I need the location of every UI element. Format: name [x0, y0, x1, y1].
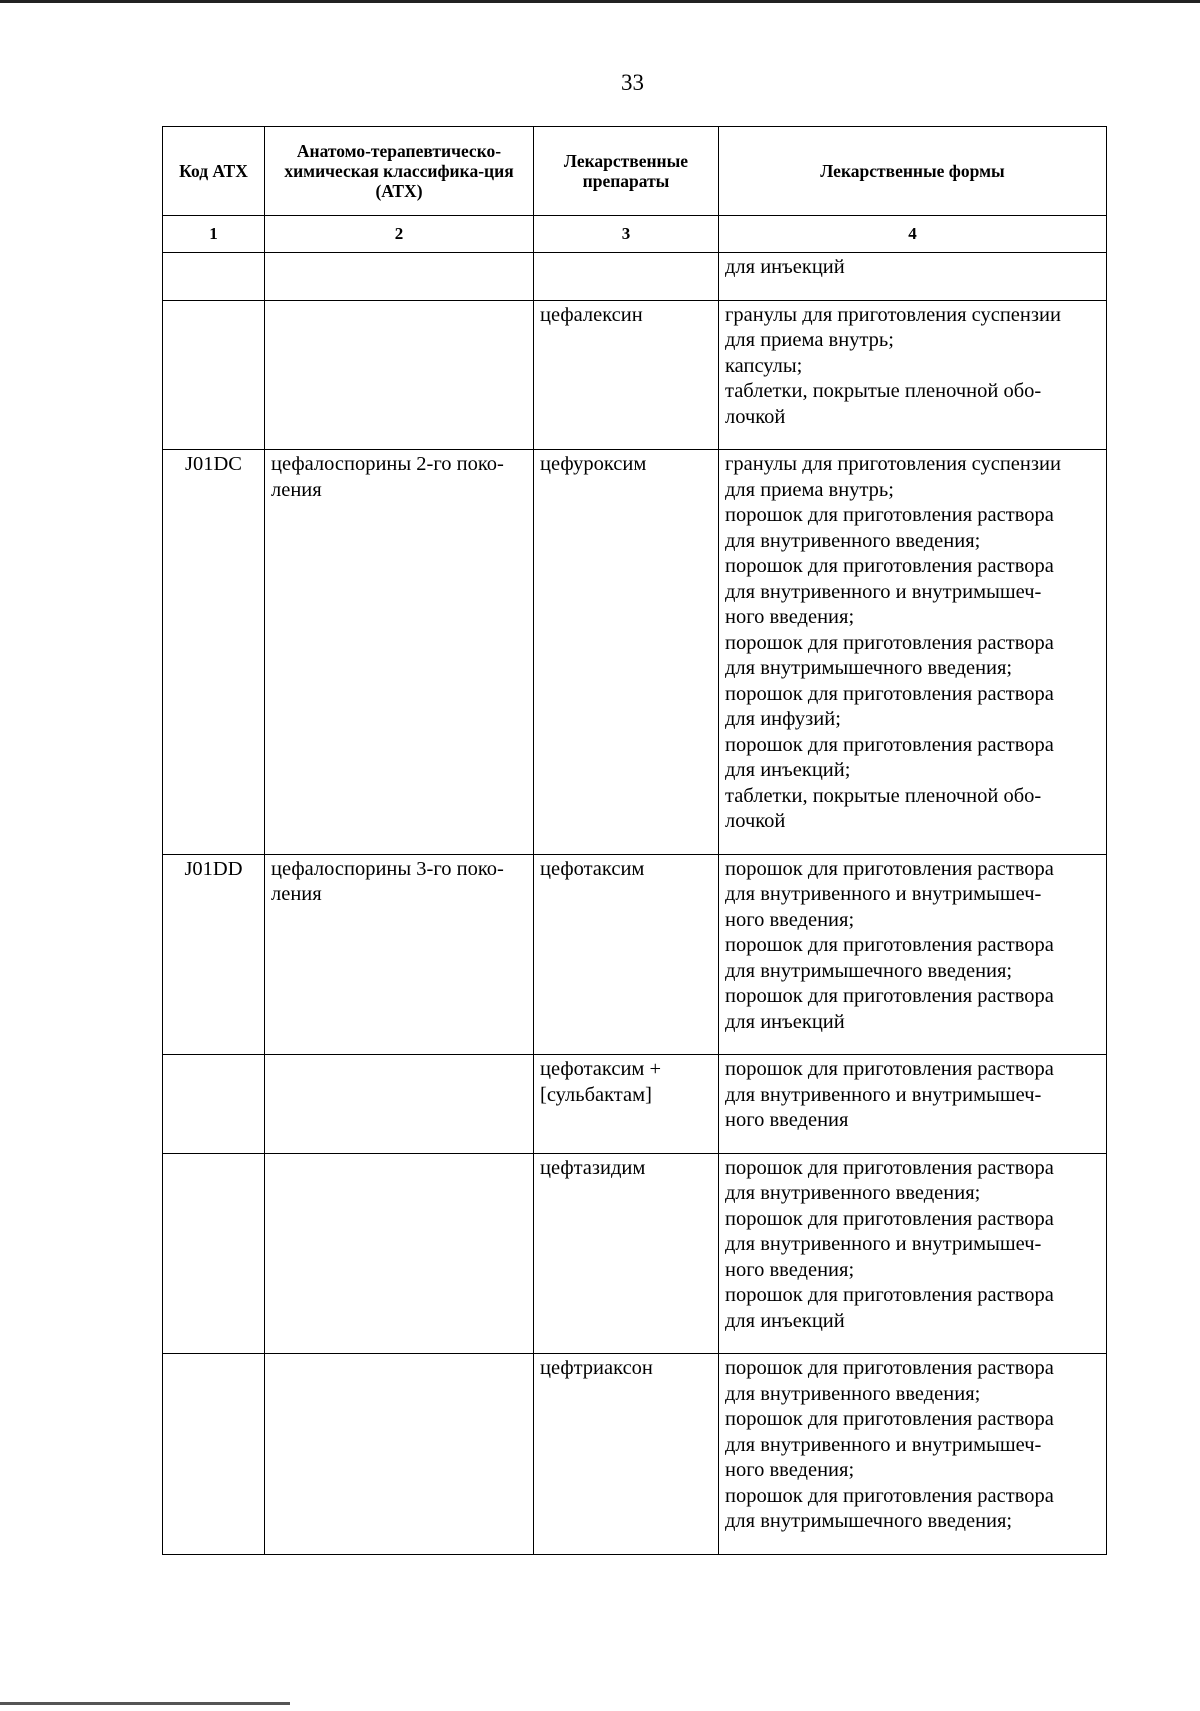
- cell-classification: [265, 1153, 534, 1354]
- cell-drug: [534, 300, 719, 450]
- dosage-form-line: ного введения;: [725, 1459, 855, 1481]
- cell-atc-code: [163, 300, 265, 450]
- cell-atc-code: J01DD: [163, 854, 265, 1055]
- atc-table: [162, 126, 1107, 1555]
- drug-line: цефтриаксон: [540, 1357, 653, 1379]
- dosage-form-line: для инъекций: [725, 1010, 845, 1033]
- cell-drug: [534, 450, 719, 855]
- dosage-form-line: порошок для приготовления раствора: [725, 1484, 1054, 1507]
- dosage-form-line: ного введения;: [725, 908, 855, 931]
- cell-drug: [534, 253, 719, 301]
- dosage-form-line: порошок для приготовления раствора: [725, 631, 1054, 654]
- column-number-row: [163, 216, 1107, 253]
- cell-drug: [534, 1055, 719, 1154]
- dosage-form-line: порошок для приготовления раствора: [725, 934, 1054, 956]
- header-code: Код АТХ: [163, 127, 265, 216]
- cell-dosage-forms: [719, 1354, 1107, 1555]
- cell-drug: [534, 1153, 719, 1354]
- header-classification: Анатомо-терапевтическо-химическая классифика-ция (АТХ): [265, 127, 534, 216]
- dosage-form-line: порошок для приготовления раствора: [725, 1357, 1054, 1379]
- dosage-form-line: для внутривенного и внутримышеч-: [725, 1083, 1042, 1106]
- column-number: 2: [265, 216, 534, 253]
- cell-drug: [534, 854, 719, 1055]
- dosage-form-line: для инъекций: [725, 256, 845, 278]
- dosage-form-line: для внутривенного и внутримышеч-: [725, 580, 1042, 603]
- cell-dosage-forms: [719, 253, 1107, 301]
- cell-atc-code: J01DC: [163, 450, 265, 855]
- column-number: 3: [534, 216, 719, 253]
- table-row: [163, 854, 1107, 1055]
- table-row: [163, 1354, 1107, 1555]
- dosage-form-line: капсулы;: [725, 354, 803, 377]
- cell-bottom-padding: [725, 1134, 1100, 1149]
- cell-dosage-forms: [719, 300, 1107, 450]
- drug-line: цефалексин: [540, 303, 643, 326]
- drug-line: цефотаксим +: [540, 1058, 662, 1080]
- dosage-form-line: для инъекций: [725, 1309, 845, 1332]
- cell-bottom-padding: [725, 1535, 1100, 1550]
- cell-atc-code: [163, 1153, 265, 1354]
- cell-classification: [265, 854, 534, 1055]
- cell-classification: [265, 300, 534, 450]
- cell-classification: [265, 450, 534, 855]
- dosage-form-line: порошок для приготовления раствора: [725, 733, 1054, 756]
- cell-drug: [534, 1354, 719, 1555]
- dosage-form-line: порошок для приготовления раствора: [725, 504, 1054, 526]
- dosage-form-line: таблетки, покрытые пленочной обо-: [725, 380, 1042, 402]
- dosage-form-line: для инфузий;: [725, 708, 841, 730]
- drug-line: цефотаксим: [540, 857, 645, 880]
- table-row: [163, 450, 1107, 855]
- scan-bottom-mark: [0, 1702, 290, 1705]
- dosage-form-line: для внутривенного и внутримышеч-: [725, 1433, 1042, 1456]
- dosage-form-line: лочкой: [725, 810, 786, 832]
- dosage-form-line: для внутримышечного введения;: [725, 1510, 1013, 1532]
- drug-line: цефтазидим: [540, 1156, 646, 1179]
- page-number: 33: [621, 70, 644, 95]
- dosage-form-line: для приема внутрь;: [725, 329, 894, 351]
- dosage-form-line: гранулы для приготовления суспензии: [725, 303, 1061, 326]
- cell-atc-code: [163, 1055, 265, 1154]
- table-body: [163, 253, 1107, 1555]
- cell-dosage-forms: [719, 1055, 1107, 1154]
- dosage-form-line: для внутривенного введения;: [725, 1182, 981, 1204]
- dosage-form-line: порошок для приготовления раствора: [725, 1058, 1054, 1080]
- cell-atc-code: [163, 1354, 265, 1555]
- header-drugs: Лекарственные препараты: [534, 127, 719, 216]
- cell-dosage-forms: [719, 1153, 1107, 1354]
- classification-line: ления: [271, 478, 322, 501]
- dosage-form-line: для инъекций;: [725, 759, 851, 781]
- cell-classification: [265, 1055, 534, 1154]
- cell-bottom-padding: [725, 1035, 1100, 1050]
- dosage-form-line: порошок для приготовления раствора: [725, 1284, 1054, 1306]
- dosage-form-line: для внутривенного введения;: [725, 529, 981, 552]
- classification-line: цефалоспорины 3-го поко-: [271, 857, 504, 880]
- cell-classification: [265, 1354, 534, 1555]
- table-row: [163, 1153, 1107, 1354]
- dosage-form-line: гранулы для приготовления суспензии: [725, 453, 1061, 475]
- dosage-form-line: порошок для приготовления раствора: [725, 1207, 1054, 1230]
- dosage-form-line: для приема внутрь;: [725, 478, 894, 501]
- dosage-form-line: ного введения;: [725, 606, 855, 628]
- classification-line: цефалоспорины 2-го поко-: [271, 453, 504, 475]
- header-row: [163, 127, 1107, 216]
- drug-line: [сульбактам]: [540, 1083, 652, 1106]
- cell-bottom-padding: [725, 281, 1100, 296]
- cell-atc-code: [163, 253, 265, 301]
- cell-bottom-padding: [725, 1334, 1100, 1349]
- column-number: 1: [163, 216, 265, 253]
- dosage-form-line: порошок для приготовления раствора: [725, 857, 1054, 880]
- dosage-form-line: для внутримышечного введения;: [725, 657, 1013, 679]
- table-row: [163, 1055, 1107, 1154]
- cell-bottom-padding: [725, 835, 1100, 850]
- cell-classification: [265, 253, 534, 301]
- scan-top-edge: [0, 0, 1200, 3]
- dosage-form-line: таблетки, покрытые пленочной обо-: [725, 784, 1042, 807]
- cell-bottom-padding: [725, 430, 1100, 445]
- column-number: 4: [719, 216, 1107, 253]
- dosage-form-line: порошок для приготовления раствора: [725, 682, 1054, 705]
- dosage-form-line: порошок для приготовления раствора: [725, 1408, 1054, 1430]
- table-row: [163, 300, 1107, 450]
- header-forms: Лекарственные формы: [719, 127, 1107, 216]
- table-row: [163, 253, 1107, 301]
- dosage-form-line: для внутривенного введения;: [725, 1382, 981, 1405]
- dosage-form-line: порошок для приготовления раствора: [725, 555, 1054, 577]
- dosage-form-line: для внутривенного и внутримышеч-: [725, 1233, 1042, 1255]
- drug-line: цефуроксим: [540, 453, 647, 475]
- dosage-form-line: для внутримышечного введения;: [725, 959, 1013, 982]
- dosage-form-line: лочкой: [725, 405, 786, 428]
- dosage-form-line: для внутривенного и внутримышеч-: [725, 883, 1042, 905]
- dosage-form-line: ного введения: [725, 1109, 849, 1131]
- dosage-form-line: порошок для приготовления раствора: [725, 985, 1054, 1007]
- dosage-form-line: ного введения;: [725, 1258, 855, 1281]
- cell-dosage-forms: [719, 854, 1107, 1055]
- dosage-form-line: порошок для приготовления раствора: [725, 1156, 1054, 1179]
- classification-line: ления: [271, 883, 322, 905]
- cell-dosage-forms: [719, 450, 1107, 855]
